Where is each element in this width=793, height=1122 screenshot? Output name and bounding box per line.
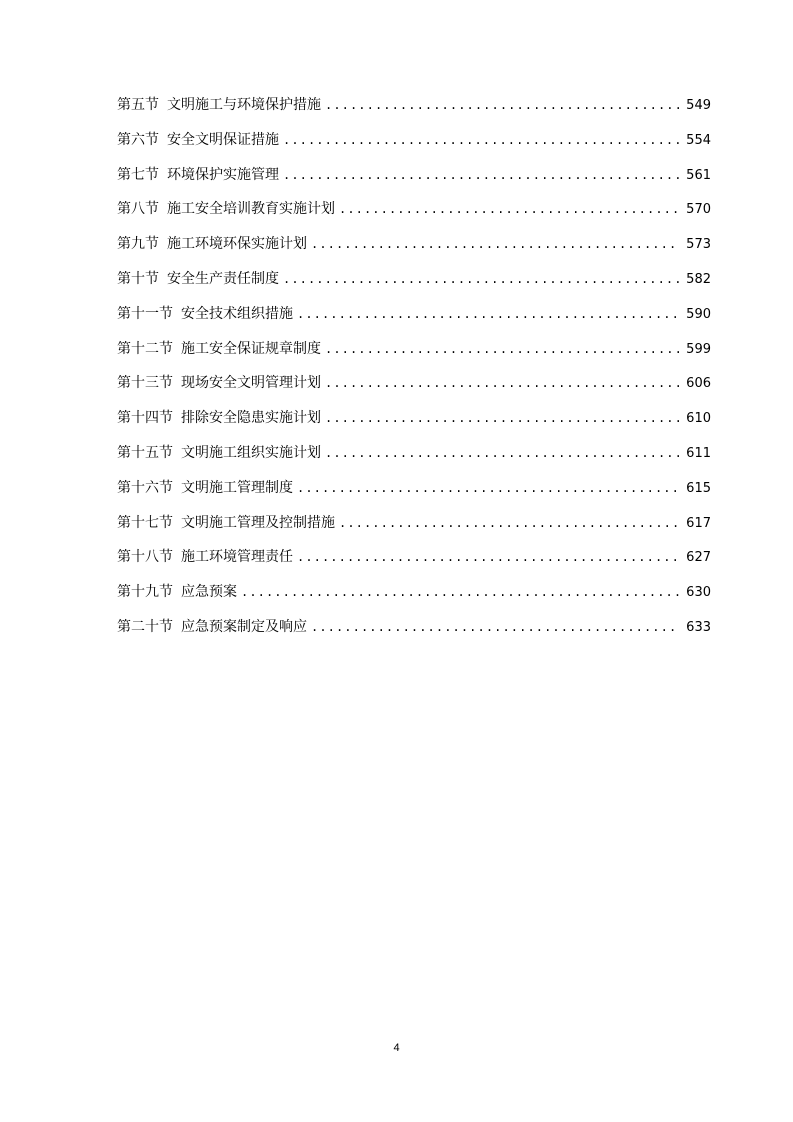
toc-entry[interactable]: [117, 436, 711, 471]
toc-page-number: 606: [686, 376, 711, 392]
toc-title: 文明施工管理及控制措施: [181, 514, 335, 531]
toc-section-label: 第十二节: [117, 340, 173, 357]
toc-page-number: 611: [686, 445, 711, 461]
toc-title: 安全技术组织措施: [181, 305, 293, 322]
toc-dot-leader: [311, 610, 680, 645]
toc-section-label: 第二十节: [117, 618, 173, 635]
toc-section-label: 第十四节: [117, 410, 173, 427]
toc-page-number: 570: [686, 202, 711, 218]
toc-page-number: 610: [686, 411, 711, 427]
toc-title: 现场安全文明管理计划: [181, 375, 321, 392]
toc-section-label: 第十五节: [117, 444, 173, 461]
toc-title: 文明施工与环境保护措施: [167, 97, 321, 113]
toc-entry[interactable]: [117, 192, 711, 227]
toc-entry[interactable]: [117, 506, 711, 541]
toc-page-number: 561: [686, 167, 711, 183]
toc-page-number: 630: [686, 585, 711, 601]
toc-entry[interactable]: [117, 123, 711, 158]
toc-page-number: 549: [686, 98, 711, 113]
toc-dot-leader: [325, 88, 680, 123]
toc-title: 施工安全保证规章制度: [181, 340, 321, 357]
toc-title: 安全文明保证措施: [167, 131, 279, 148]
toc-entry[interactable]: [117, 540, 711, 575]
toc-dot-leader: [297, 297, 680, 332]
toc-title: 施工环境管理责任: [181, 549, 293, 566]
toc-dot-leader: [325, 401, 680, 436]
toc-entry[interactable]: [117, 366, 711, 401]
toc-page-number: 582: [686, 271, 711, 287]
toc-entry[interactable]: [117, 262, 711, 297]
toc-dot-leader: [297, 540, 680, 575]
toc-dot-leader: [297, 471, 680, 506]
toc-page-number: 599: [686, 341, 711, 357]
toc-section-label: 第十一节: [117, 305, 173, 322]
toc-dot-leader: [325, 332, 680, 367]
table-of-contents: [117, 88, 711, 645]
toc-page-number: 617: [686, 515, 711, 531]
toc-title: 环境保护实施管理: [167, 166, 279, 183]
toc-section-label: 第十六节: [117, 479, 173, 496]
toc-dot-leader: [283, 123, 680, 158]
toc-dot-leader: [283, 262, 680, 297]
toc-section-label: 第六节: [117, 131, 159, 148]
toc-dot-leader: [311, 227, 680, 262]
toc-page-number: 573: [686, 237, 711, 253]
toc-dot-leader: [325, 366, 680, 401]
toc-entry[interactable]: [117, 332, 711, 367]
toc-title: 安全生产责任制度: [167, 270, 279, 287]
toc-entry[interactable]: [117, 575, 711, 610]
toc-entry[interactable]: [117, 610, 711, 645]
toc-page-number: 627: [686, 550, 711, 566]
toc-title: 施工环境环保实施计划: [167, 236, 307, 253]
toc-section-label: 第十三节: [117, 375, 173, 392]
toc-title: 应急预案制定及响应: [181, 618, 307, 635]
toc-dot-leader: [339, 192, 680, 227]
toc-title: 排除安全隐患实施计划: [181, 410, 321, 427]
toc-entry[interactable]: [117, 88, 711, 123]
toc-section-label: 第五节: [117, 97, 159, 113]
toc-title: 施工安全培训教育实施计划: [167, 201, 335, 218]
toc-dot-leader: [241, 575, 680, 610]
toc-dot-leader: [283, 158, 680, 193]
toc-page-number: 590: [686, 306, 711, 322]
toc-entry[interactable]: [117, 158, 711, 193]
toc-entry[interactable]: [117, 401, 711, 436]
toc-section-label: 第七节: [117, 166, 159, 183]
toc-dot-leader: [339, 506, 680, 541]
toc-dot-leader: [325, 436, 680, 471]
toc-entry[interactable]: [117, 471, 711, 506]
toc-section-label: 第十九节: [117, 584, 173, 601]
toc-section-label: 第九节: [117, 236, 159, 253]
page-footer-number: 4: [393, 1042, 400, 1054]
toc-section-label: 第十七节: [117, 514, 173, 531]
toc-page-number: 633: [686, 619, 711, 635]
toc-entry[interactable]: [117, 297, 711, 332]
toc-page-number: 554: [686, 132, 711, 148]
toc-title: 应急预案: [181, 584, 237, 601]
toc-section-label: 第八节: [117, 201, 159, 218]
toc-section-label: 第十节: [117, 270, 159, 287]
toc-title: 文明施工管理制度: [181, 479, 293, 496]
toc-section-label: 第十八节: [117, 549, 173, 566]
toc-page-number: 615: [686, 480, 711, 496]
toc-title: 文明施工组织实施计划: [181, 444, 321, 461]
toc-entry[interactable]: [117, 227, 711, 262]
